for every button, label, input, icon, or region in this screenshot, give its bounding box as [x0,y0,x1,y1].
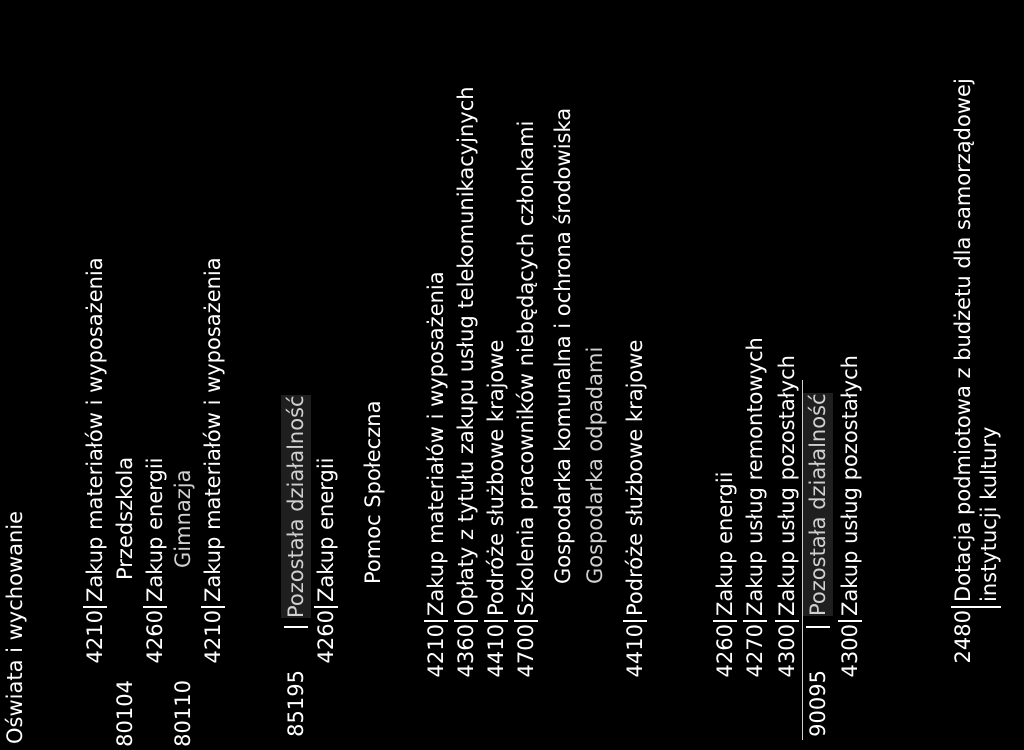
item-description: Zakup energii [713,471,737,616]
table-row [620,0,650,750]
paragraph-code: 4260 [713,624,737,678]
subsection-code: 80110 [171,680,195,747]
column-separator [514,620,538,622]
table-row [974,0,1004,750]
column-separator [314,606,338,608]
item-description-continued: instytucji kultury [977,426,1001,602]
paragraph-code: 4300 [775,624,799,678]
table-row [311,0,341,750]
paragraph-code: 4260 [314,610,338,664]
item-description: Dotacja podmiotowa z budżetu dla samorządowej [951,78,975,602]
paragraph-code: 4270 [743,624,767,678]
item-description: Podróże służbowe krajowe [623,339,647,616]
item-description: Szkolenia pracowników niebędących członkami [514,120,538,616]
item-description: Zakup materiałów i wyposażenia [83,257,107,602]
item-description: Zakup usług pozostałych [775,355,799,616]
table-row [80,0,110,750]
item-description: Zakup usług remontowych [743,337,767,616]
column-separator [838,620,862,622]
paragraph-code: 4360 [454,624,478,678]
subsection-title: Gospodarka odpadami [583,346,607,584]
paragraph-code: 4210 [83,610,107,664]
table-row [358,0,388,750]
table-row [198,0,228,750]
table-row [421,0,451,750]
subsection-code: 90095 [806,670,830,737]
subsection-code: 85195 [284,670,308,737]
paragraph-code: 4410 [484,624,508,678]
table-row [0,0,30,750]
column-separator [743,620,767,622]
table-row [580,0,610,750]
column-separator [806,626,830,628]
table-row [548,0,578,750]
column-separator [424,620,448,622]
table-row [803,0,833,750]
paragraph-code: 4700 [514,624,538,678]
column-separator [484,620,508,622]
table-row [168,0,198,750]
table-row [710,0,740,750]
table-row [772,0,802,750]
table-row [281,0,311,750]
table-row [451,0,481,750]
paragraph-code: 4210 [424,624,448,678]
table-row [511,0,541,750]
item-description: Opłaty z tytułu zakupu usług telekomunikacyjnych [454,86,478,616]
column-separator [454,620,478,622]
section-heading: Oświata i wychowanie [3,510,27,744]
table-row [740,0,770,750]
table-row [835,0,865,750]
item-description: Zakup energii [314,457,338,602]
table-row [110,0,140,750]
column-separator [284,626,308,628]
item-description: Zakup materiałów i wyposażenia [201,257,225,602]
column-separator [201,606,225,608]
column-separator [143,606,167,608]
subsection-title: Przedszkola [113,456,137,580]
subsection-title: Gimnazja [171,469,195,568]
table-row [481,0,511,750]
paragraph-code: 2480 [951,610,975,664]
subsection-title: Pozostała działalność [281,395,311,618]
item-description: Zakup materiałów i wyposażenia [424,271,448,616]
section-heading: Pomoc Społeczna [361,400,385,584]
paragraph-code: 4260 [143,610,167,664]
section-heading: Gospodarka komunalna i ochrona środowiska [551,107,575,584]
paragraph-code: 4300 [838,624,862,678]
table-row [140,0,170,750]
column-separator [623,620,647,622]
item-description: Podróże służbowe krajowe [484,339,508,616]
item-description: Zakup energii [143,457,167,602]
subsection-title: Pozostała działalność [803,393,833,616]
column-separator [83,606,107,608]
column-separator [713,620,737,622]
paragraph-code: 4210 [201,610,225,664]
column-separator [775,620,799,622]
subsection-code: 80104 [113,680,137,747]
item-description: Zakup usług pozostałych [838,355,862,616]
paragraph-code: 4410 [623,624,647,678]
